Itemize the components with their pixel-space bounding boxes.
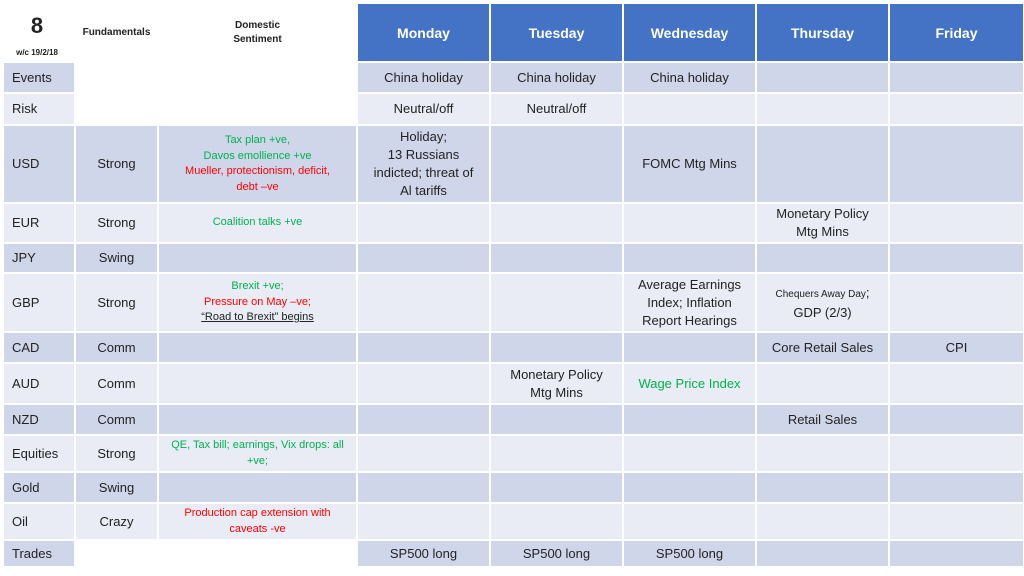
sentiment-header — [159, 4, 356, 61]
row-label-cad: CAD — [4, 333, 74, 362]
gbp-sentiment-positive: Brexit +ve; — [231, 280, 284, 293]
gbp-sentiment-note: “Road to Brexit” begins — [201, 311, 314, 324]
aud-tuesday-line1: Monetary Policy — [510, 366, 603, 382]
trades-friday — [890, 541, 1023, 566]
gold-tuesday — [491, 473, 622, 502]
trades-tuesday: SP500 long — [491, 541, 622, 566]
usd-sentiment — [159, 126, 356, 202]
equities-thursday — [757, 436, 888, 471]
eur-thursday-line1: Monetary Policy — [776, 206, 869, 221]
row-label-nzd: NZD — [4, 405, 74, 434]
usd-monday-line1: Holiday; — [400, 129, 447, 144]
aud-friday — [890, 364, 1023, 403]
equities-wednesday — [624, 436, 755, 471]
eur-sentiment: Coalition talks +ve — [159, 204, 356, 242]
week-corner-cell — [4, 4, 74, 61]
gbp-thursday-event: Chequers Away Day — [775, 288, 866, 300]
gbp-sentiment-negative: Pressure on May –ve; — [204, 295, 311, 308]
weekly-calendar-table — [4, 4, 1023, 566]
cad-wednesday — [624, 333, 755, 362]
row-label-risk: Risk — [4, 94, 74, 124]
fundamentals-header: Fundamentals — [76, 4, 157, 61]
row-label-jpy: JPY — [4, 244, 74, 272]
day-header-thursday: Thursday — [757, 4, 888, 61]
gbp-thursday — [757, 274, 888, 331]
trades-thursday — [757, 541, 888, 566]
day-header-friday: Friday — [890, 4, 1023, 61]
usd-wednesday: FOMC Mtg Mins — [624, 126, 755, 202]
gbp-thursday-separator: ; — [865, 284, 870, 300]
sentiment-header-line1: Domestic — [234, 19, 280, 31]
nzd-monday — [358, 405, 489, 434]
nzd-fundamentals: Comm — [76, 405, 157, 434]
row-label-aud: AUD — [4, 364, 74, 403]
row-label-gold: Gold — [4, 473, 74, 502]
trades-blank — [76, 541, 356, 566]
oil-sentiment — [159, 504, 356, 539]
row-label-usd: USD — [4, 126, 74, 202]
jpy-wednesday — [624, 244, 755, 272]
risk-monday: Neutral/off — [358, 94, 489, 124]
eur-tuesday — [491, 204, 622, 242]
day-header-wednesday: Wednesday — [624, 4, 755, 61]
row-label-eur: EUR — [4, 204, 74, 242]
oil-tuesday — [491, 504, 622, 539]
gbp-sentiment — [159, 274, 356, 331]
gbp-friday — [890, 274, 1023, 331]
equities-sentiment-line2: +ve; — [246, 454, 269, 467]
nzd-thursday: Retail Sales — [757, 405, 888, 434]
eur-thursday — [757, 204, 888, 242]
gold-monday — [358, 473, 489, 502]
gbp-tuesday — [491, 274, 622, 331]
usd-sentiment-positive-2: Davos emollience +ve — [203, 149, 312, 162]
aud-wednesday: Wage Price Index — [624, 364, 755, 403]
usd-sentiment-negative-2: debt –ve — [236, 180, 279, 193]
gold-wednesday — [624, 473, 755, 502]
oil-sentiment-line2: caveats -ve — [229, 522, 286, 535]
gbp-wednesday-line1: Average Earnings — [637, 276, 742, 292]
jpy-tuesday — [491, 244, 622, 272]
cad-friday: CPI — [890, 333, 1023, 362]
aud-fundamentals: Comm — [76, 364, 157, 403]
risk-tuesday: Neutral/off — [491, 94, 622, 124]
row-label-trades: Trades — [4, 541, 74, 566]
usd-sentiment-positive-1: Tax plan +ve, — [224, 134, 291, 146]
events-wednesday: China holiday — [624, 63, 755, 92]
events-tuesday: China holiday — [491, 63, 622, 92]
usd-fundamentals: Strong — [76, 126, 157, 202]
jpy-fundamentals: Swing — [76, 244, 157, 272]
jpy-sentiment — [159, 244, 356, 272]
gold-fundamentals: Swing — [76, 473, 157, 502]
usd-sentiment-negative-1: Mueller, protectionism, deficit, — [185, 165, 330, 177]
gold-thursday — [757, 473, 888, 502]
eur-monday — [358, 204, 489, 242]
day-header-tuesday: Tuesday — [491, 4, 622, 61]
oil-monday — [358, 504, 489, 539]
usd-friday — [890, 126, 1023, 202]
equities-sentiment-line1: QE, Tax bill; earnings, Vix drops: all — [171, 439, 344, 451]
jpy-friday — [890, 244, 1023, 272]
week-number: 8 — [30, 13, 44, 38]
row-label-events: Events — [4, 63, 74, 92]
row-label-equities: Equities — [4, 436, 74, 471]
oil-wednesday — [624, 504, 755, 539]
eur-friday — [890, 204, 1023, 242]
eur-fundamentals: Strong — [76, 204, 157, 242]
equities-sentiment — [159, 436, 356, 471]
sentiment-header-line2: Sentiment — [233, 33, 282, 45]
usd-monday — [358, 126, 489, 202]
eur-thursday-line2: Mtg Mins — [796, 224, 849, 239]
events-friday — [890, 63, 1023, 92]
aud-tuesday-line2: Mtg Mins — [530, 384, 583, 400]
row-label-gbp: GBP — [4, 274, 74, 331]
events-monday: China holiday — [358, 63, 489, 92]
eur-wednesday — [624, 204, 755, 242]
oil-thursday — [757, 504, 888, 539]
aud-monday — [358, 364, 489, 403]
gbp-wednesday-line2: Index; Inflation — [647, 294, 732, 310]
nzd-sentiment — [159, 405, 356, 434]
jpy-thursday — [757, 244, 888, 272]
aud-thursday — [757, 364, 888, 403]
oil-fundamentals: Crazy — [76, 504, 157, 539]
risk-friday — [890, 94, 1023, 124]
aud-tuesday — [491, 364, 622, 403]
nzd-wednesday — [624, 405, 755, 434]
risk-thursday — [757, 94, 888, 124]
aud-sentiment — [159, 364, 356, 403]
equities-fundamentals: Strong — [76, 436, 157, 471]
equities-tuesday — [491, 436, 622, 471]
usd-monday-line2: 13 Russians — [387, 147, 460, 162]
cad-fundamentals: Comm — [76, 333, 157, 362]
day-header-monday: Monday — [358, 4, 489, 61]
oil-friday — [890, 504, 1023, 539]
equities-friday — [890, 436, 1023, 471]
usd-thursday — [757, 126, 888, 202]
gbp-wednesday-line3: Report Hearings — [642, 312, 737, 328]
nzd-tuesday — [491, 405, 622, 434]
gbp-wednesday — [624, 274, 755, 331]
trades-wednesday: SP500 long — [624, 541, 755, 566]
usd-tuesday — [491, 126, 622, 202]
nzd-friday — [890, 405, 1023, 434]
gbp-thursday-line2: GDP (2/3) — [793, 304, 852, 320]
gbp-thursday-line1 — [775, 284, 869, 304]
week-commencing: w/c 19/2/18 — [16, 48, 58, 57]
cad-monday — [358, 333, 489, 362]
usd-monday-line4: Al tariffs — [400, 183, 447, 198]
trades-monday: SP500 long — [358, 541, 489, 566]
gbp-fundamentals: Strong — [76, 274, 157, 331]
blank-cell — [76, 63, 356, 124]
cad-sentiment — [159, 333, 356, 362]
cad-tuesday — [491, 333, 622, 362]
equities-monday — [358, 436, 489, 471]
jpy-monday — [358, 244, 489, 272]
gold-sentiment — [159, 473, 356, 502]
gbp-monday — [358, 274, 489, 331]
risk-wednesday — [624, 94, 755, 124]
events-thursday — [757, 63, 888, 92]
oil-sentiment-line1: Production cap extension with — [184, 507, 331, 519]
usd-monday-line3: indicted; threat of — [373, 165, 474, 180]
row-label-oil: Oil — [4, 504, 74, 539]
gold-friday — [890, 473, 1023, 502]
cad-thursday: Core Retail Sales — [757, 333, 888, 362]
